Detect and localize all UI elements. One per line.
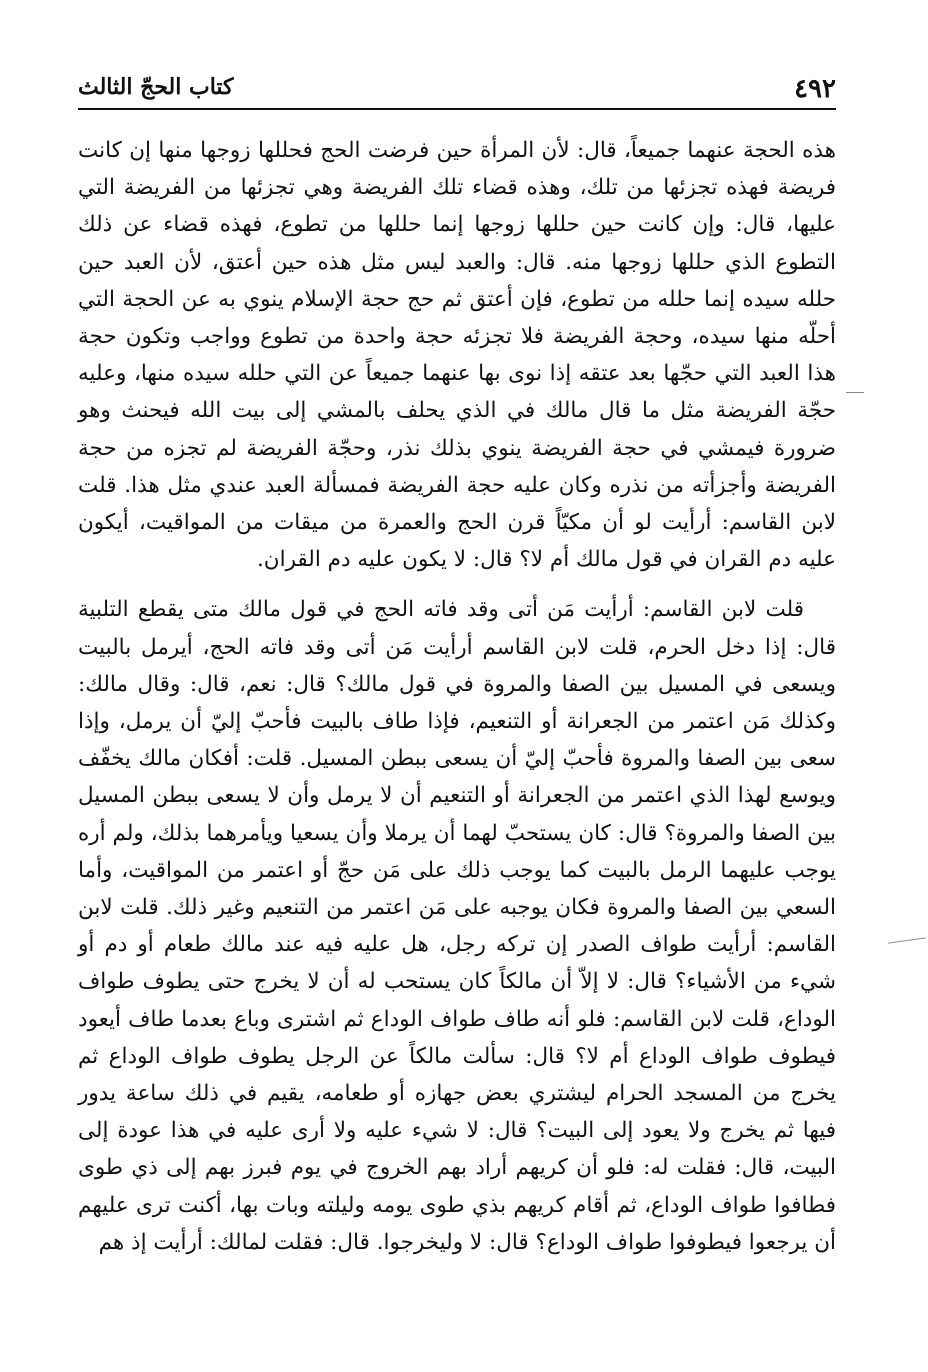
margin-scan-mark bbox=[846, 392, 864, 393]
main-text bbox=[78, 132, 836, 1261]
page-number: ٤٩٢ bbox=[794, 74, 836, 104]
margin-scan-mark bbox=[888, 937, 926, 943]
running-title: كتاب الحجّ الثالث bbox=[78, 74, 234, 100]
header-divider bbox=[78, 108, 836, 110]
paragraph-2: قلت لابن القاسم: أرأيت مَن أتى وقد فاته الحج في قول مالك متى يقطع التلبية قال: إذا دخل الحرم، قلت لابن القاسم أرأيت مَن أتى وقد فاته الحج، أيرمل بالبيت ويسعى في المسيل بين الصفا والمروة في قول مالك؟ قال: نعم، قال: وقال مالك: وكذلك مَن اعتمر من الجعرانة أو التنعيم، فإذا طاف بالبيت فأحبّ إليّ أن يرمل، وإذا سعى بين الصفا والمروة فأحبّ إليّ أن يسعى ببطن المسيل. قلت: أفكان مالك يخفّف ويوسع لهذا الذي اعتمر من الجعرانة أو التنعيم أن لا يرمل وأن لا يسعى ببطن المسيل بين الصفا والمروة؟ قال: كان يستحبّ لهما أن يرملا وأن يسعيا ويأمرهما بذلك، ولم أره يوجب عليهما الرمل بالبيت كما يوجب ذلك على مَن حجّ أو اعتمر من المواقيت، وأما السعي بين الصفا والمروة فكان يوجبه على مَن اعتمر من التنعيم وغير ذلك. قلت لابن القاسم: أرأيت طواف الصدر إن تركه رجل، هل عليه فيه عند مالك طعام أو دم أو شيء من الأشياء؟ قال: لا إلاّ أن مالكاً كان يستحب له أن لا يخرج حتى يطوف طواف الوداع، قلت لابن القاسم: فلو أنه طاف طواف الوداع ثم اشترى وباع بعدما طاف أيعود فيطوف طواف الوداع أم لا؟ قال: سألت مالكاً عن الرجل يطوف طواف الوداع ثم يخرج من المسجد الحرام ليشتري بعض جهازه أو طعامه، يقيم في ذلك ساعة يدور فيها ثم يخرج ولا يعود إلى البيت؟ قال: لا شيء عليه ولا أرى عليه في هذا عودة إلى البيت، قال: فقلت له: فلو أن كريهم أراد بهم الخروج في يوم فبرز بهم إلى ذي طوى فطافوا طواف الوداع، ثم أقام كريهم بذي طوى يومه وليلته وبات بها، أكنت ترى عليهم أن يرجعوا فيطوفوا طواف الوداع؟ قال: لا وليخرجوا. قال: فقلت لمالك: أرأيت إذ هم bbox=[78, 597, 836, 1255]
page-header bbox=[78, 70, 836, 106]
paragraph-1: هذه الحجة عنهما جميعاً، قال: لأن المرأة حين فرضت الحج فحللها زوجها منها إن كانت فريضة فهذه تجزئها من تلك، وهذه قضاء تلك الفريضة وهي تجزئها من الفريضة التي عليها، قال: وإن كانت حين حللها زوجها إنما حللها من تطوع، فهذه قضاء عن ذلك التطوع الذي حللها زوجها منه. قال: والعبد ليس مثل هذه حين أعتق، لأن العبد حين حلله سيده إنما حلله من تطوع، فإن أعتق ثم حج حجة الإسلام ينوي به عن الحجة التي أحلّه منها سيده، وحجة الفريضة فلا تجزئه حجة واحدة من تطوع وواجب وتكون حجة هذا العبد التي حجّها بعد عتقه إذا نوى بها عنهما جميعاً عن التي حلله سيده منها، وعليه حجّة الفريضة مثل ما قال مالك في الذي يحلف بالمشي إلى بيت الله فيحنث وهو ضرورة فيمشي في حجة الفريضة ينوي بذلك نذر، وحجّة الفريضة لم تجزه من حجة الفريضة وأجزأته من نذره وكان عليه حجة الفريضة فمسألة العبد عندي مثل هذا. قلت لابن القاسم: أرأيت لو أن مكيّاً قرن الحج والعمرة من ميقات من المواقيت، أيكون عليه دم القران في قول مالك أم لا؟ قال: لا يكون عليه دم القران. bbox=[78, 138, 836, 573]
